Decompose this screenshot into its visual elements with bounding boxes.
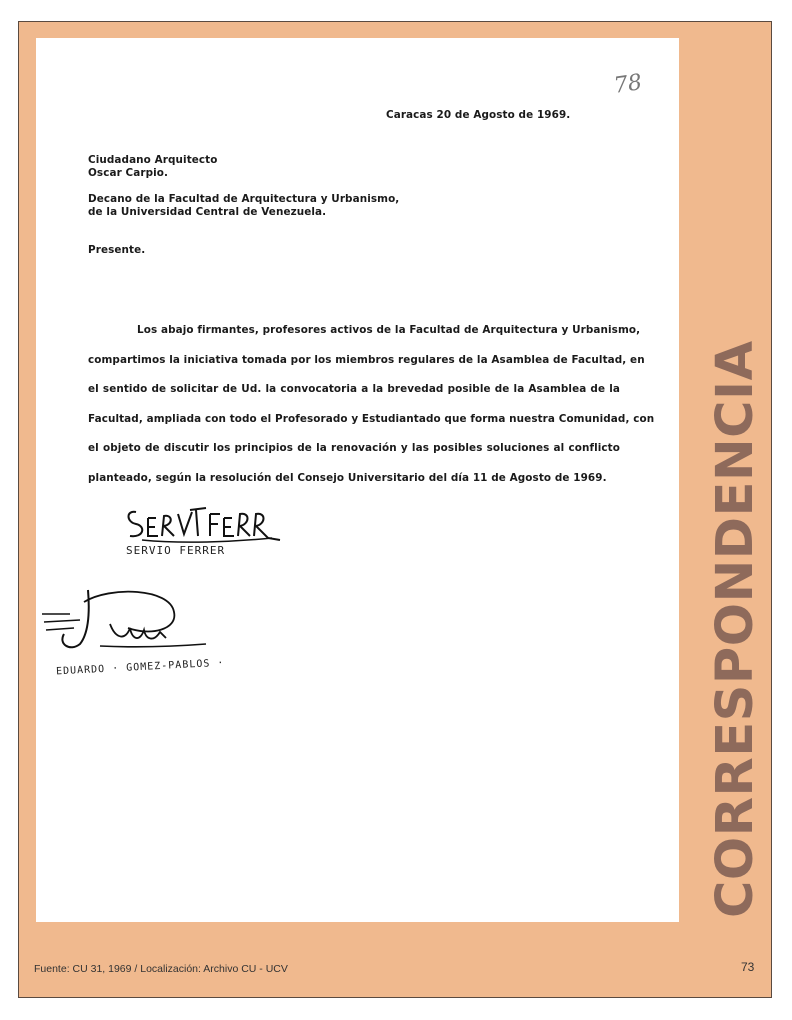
signature-2-scribble (40, 584, 210, 656)
section-title-vertical: CORRESPONDENCIA (706, 340, 765, 918)
body-line: Facultad, ampliada con todo el Profesorado y Estudiantado que forma nuestra Comunidad, con (88, 412, 655, 425)
handwritten-page-mark: 78 (612, 70, 644, 99)
footer-source: Fuente: CU 31, 1969 / Localización: Archivo CU - UCV (34, 963, 288, 975)
signature-2-name: EDUARDO · GOMEZ-PABLOS · (55, 657, 225, 678)
addressee-line: Decano de la Facultad de Arquitectura y Urbanismo, (88, 193, 400, 205)
letter-addressee (88, 154, 399, 219)
signature-2 (40, 584, 210, 656)
addressee-line: Oscar Carpio. (88, 167, 169, 179)
body-line: Los abajo firmantes, profesores activos de la Facultad de Arquitectura y Urbanismo, (137, 324, 641, 336)
letter-greeting: Presente. (88, 244, 146, 256)
signature-1 (122, 500, 282, 550)
addressee-line: de la Universidad Central de Venezuela. (88, 206, 327, 218)
signature-1-scribble (122, 500, 282, 550)
addressee-spacer (88, 180, 399, 193)
body-line: el sentido de solicitar de Ud. la convocatoria a la brevedad posible de la Asamblea de la (88, 383, 620, 395)
scanned-letter (36, 38, 679, 922)
page-number: 73 (741, 960, 755, 974)
addressee-line: Ciudadano Arquitecto (88, 154, 218, 166)
letter-date: Caracas 20 de Agosto de 1969. (386, 109, 571, 121)
letter-body (88, 316, 655, 493)
signature-1-name: SERVIO FERRER (126, 544, 226, 557)
body-line: planteado, según la resolución del Consejo Universitario del día 11 de Agosto de 1969. (88, 471, 607, 484)
body-line: compartimos la iniciativa tomada por los miembros regulares de la Asamblea de Facultad, en (88, 353, 645, 366)
body-line: el objeto de discutir los principios de la renovación y las posibles soluciones al conflicto (88, 442, 620, 454)
